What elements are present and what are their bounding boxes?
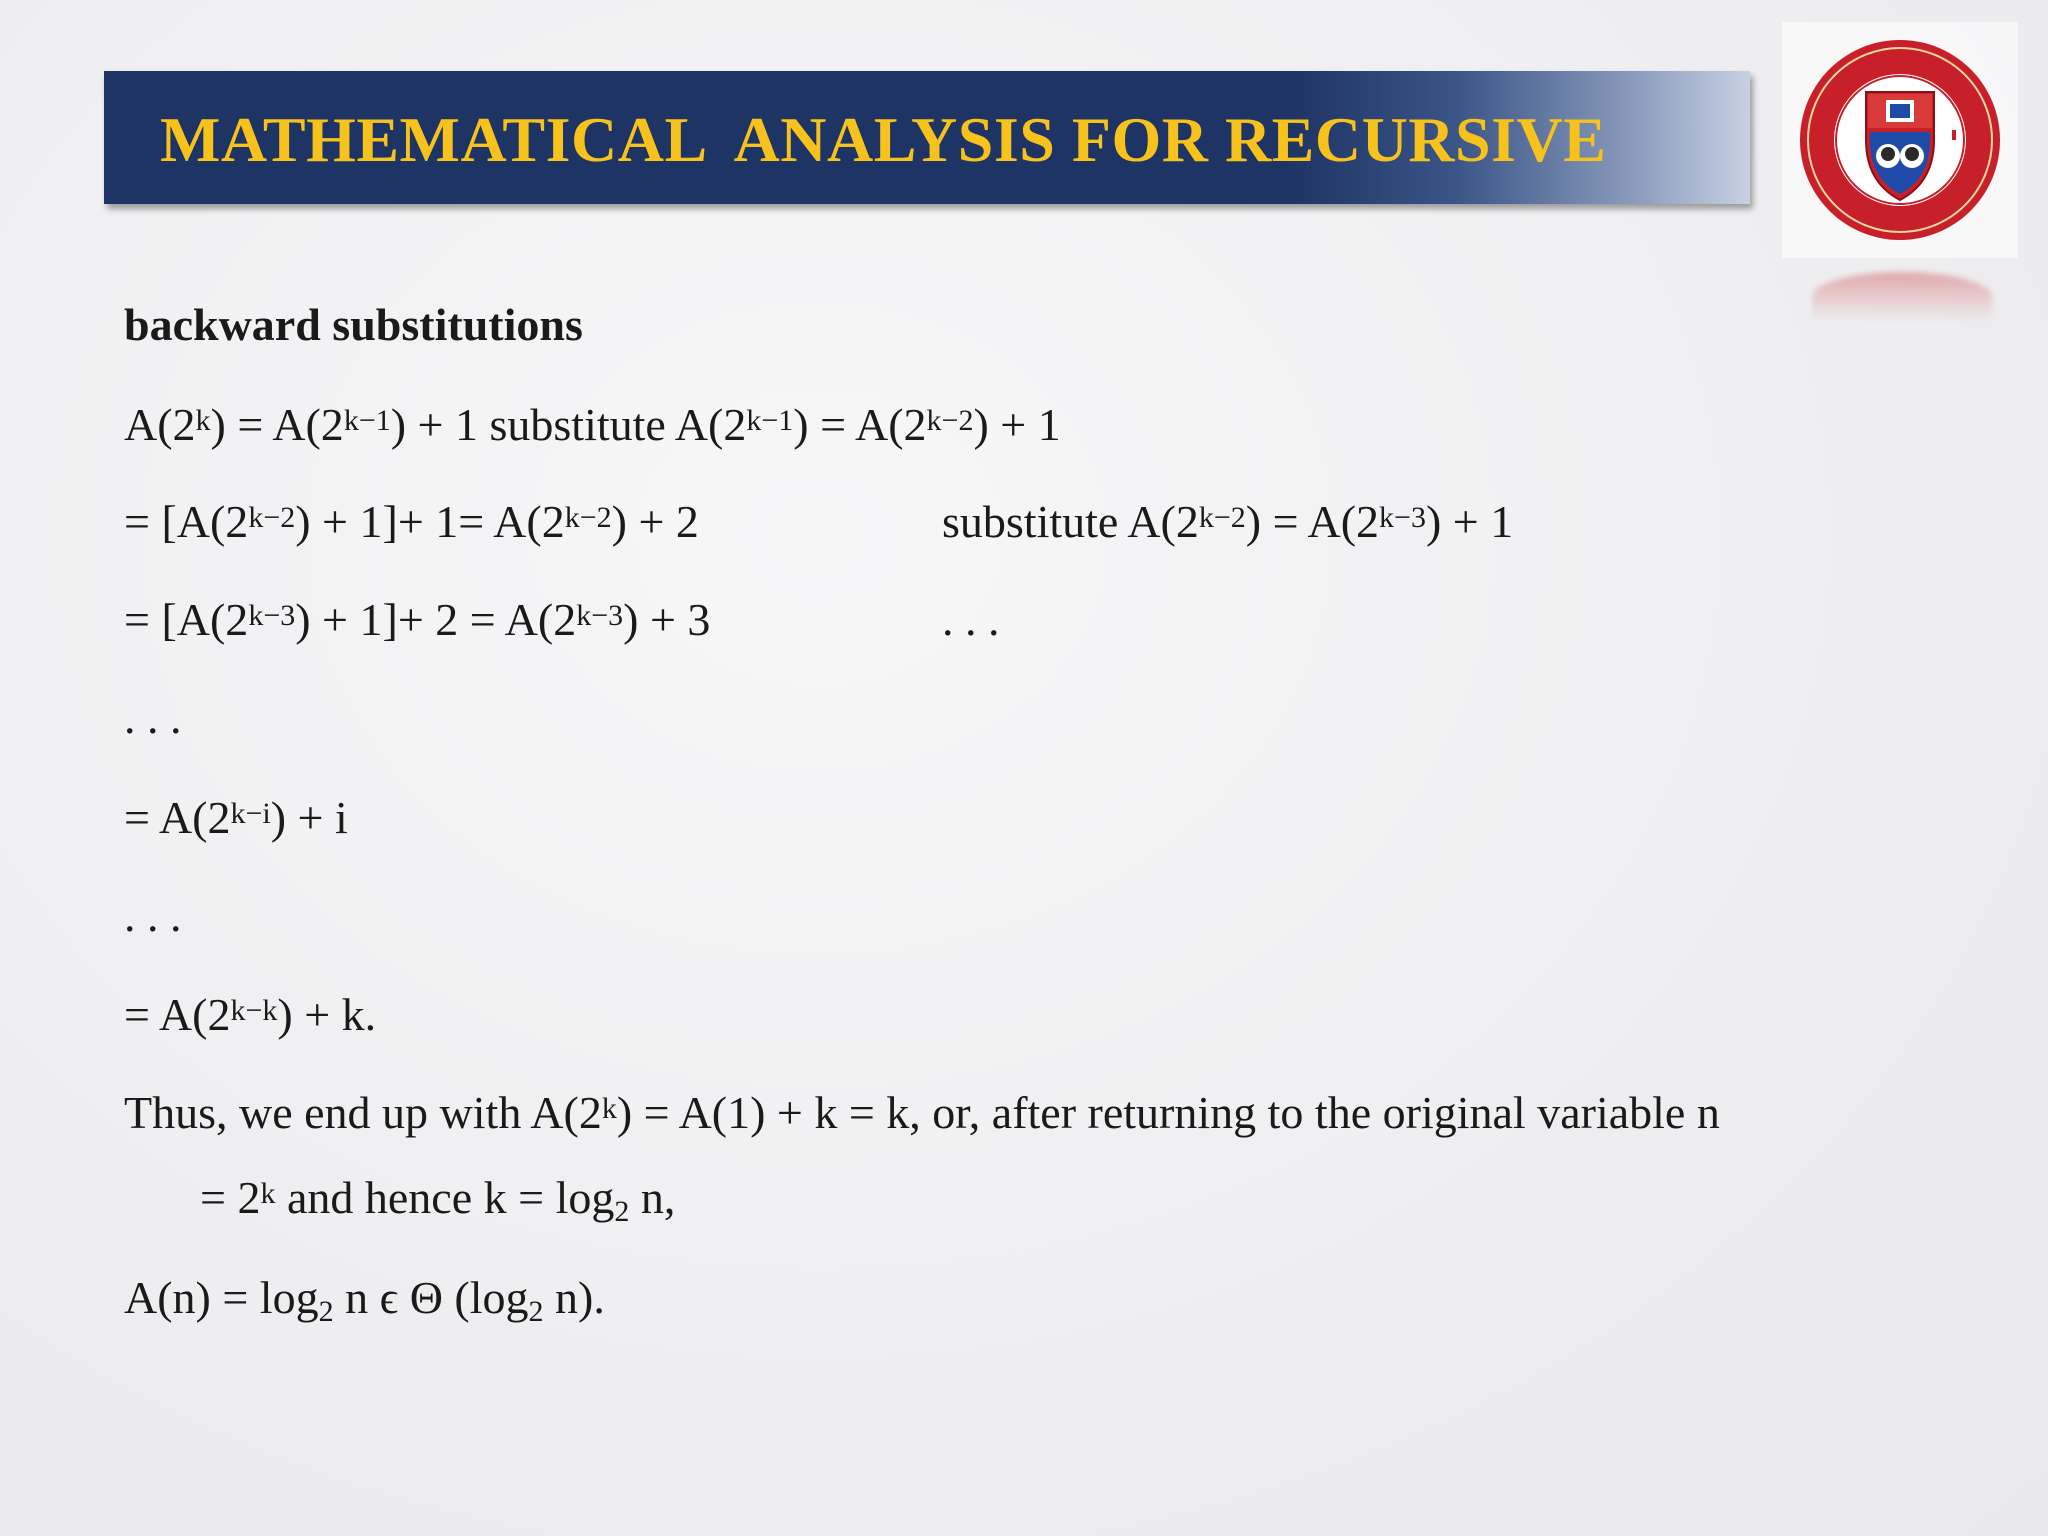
equation-line-2-note: substitute $A(2^{k-2}) = A(2^{k-3}) + 1$ [942,496,1514,547]
logo-reflection [1812,272,1992,322]
title-bar [104,71,1750,204]
ellipsis-2: . . . [124,890,182,941]
ellipsis-1: . . . [124,692,182,743]
slide-title: MATHEMATICAL ANALYSIS FOR RECURSIVE [160,104,1607,175]
final-result-line: $A(n) = \log_2 n$ ϵ Θ ($\log_2$ n). [124,1272,605,1328]
equation-line-3-note: . . . [942,594,1000,645]
conclusion-line-2: = $2^k$ and hence $k = \log_2 n$, [200,1172,676,1228]
equation-line-4: = $A(2^{k-i}) + i$ [124,792,348,843]
conclusion-line-1: Thus, we end up with $A(2^k) = A(1) + k = k$, or, after returning to the original variable n [124,1087,1720,1138]
section-heading: backward substitutions [124,299,583,350]
equation-line-2: = $[A(2^{k-2}) + 1]+ 1= A(2^{k-2}) + 2$ substitute $A(2^{k-2}) = A(2^{k-3}) + 1$ [124,494,1924,550]
equation-line-5: = $A(2^{k-k}) + k$. [124,989,377,1040]
equation-line-3: = $[A(2^{k-3}) + 1]+ 2 = A(2^{k-3}) + 3$ . . . [124,592,1924,648]
institute-seal-icon [1782,22,2018,258]
equation-line-1: $A(2^k) = A(2^{k-1}) + 1$ substitute $A(2^{k-1}) = A(2^{k-2}) + 1$ [124,399,1061,450]
